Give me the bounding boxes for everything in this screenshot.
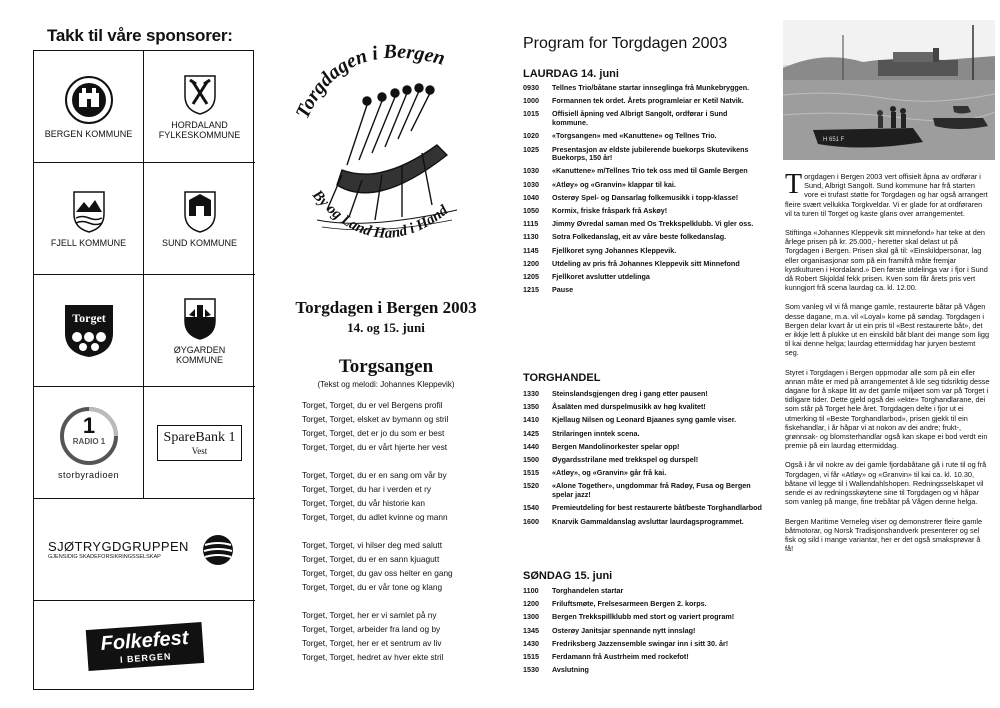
row-text: Premieutdeling for best restaurerte båt/beste Torghandlarbod — [552, 503, 762, 513]
song-panel — [262, 0, 510, 708]
schedule-row — [523, 233, 763, 242]
song-lyrics — [302, 398, 502, 678]
article-paragraph: Som vanleg vil vi få mange gamle, restaurerte båtar på Vågen desse dagane, m.a. vil «Loyal» kome på søndag. Torgdagen i Bergen delar kvart år ut ein pris til «Best restaurerte båt», det er ikkje lett å plukke ut en einskild båt blant dei mange som ligg til kai denne helga; laurdag ettermiddag har juryen bestemt seg. — [785, 302, 990, 358]
row-text: Fjellkoret avslutter utdelinga — [552, 272, 650, 282]
fjell-shield-icon — [72, 190, 106, 234]
lyric-line: Torget, Torget, vi hilser deg med salutt — [302, 540, 443, 550]
row-time: 1515 — [523, 652, 539, 662]
stanza — [302, 608, 502, 664]
schedule-saturday — [523, 84, 763, 299]
schedule-row — [523, 600, 763, 609]
lyric-line: Torget, Torget, du er vårt hjerte her vest — [302, 442, 448, 452]
row-text: Avslutning — [552, 665, 589, 675]
row-time: 1425 — [523, 428, 539, 438]
row-time: 1050 — [523, 206, 539, 216]
schedule-row — [523, 518, 763, 527]
schedule-row — [523, 587, 763, 596]
row-text: «Atløy» og «Granvin» klappar til kai. — [552, 179, 676, 189]
schedule-torghandel — [523, 390, 763, 531]
row-time: 1130 — [523, 232, 539, 242]
schedule-row — [523, 220, 763, 229]
row-text: «Alone Together», ungdommar frå Radøy, Fusa og Bergen spelar jazz! — [552, 481, 751, 500]
schedule-sunday — [523, 587, 763, 679]
torgdagen-logo — [287, 35, 487, 260]
row-text: Kormix, friske fråspark frå Askøy! — [552, 206, 668, 216]
row-time: 1025 — [523, 144, 539, 154]
row-text: Øygardsstrilane med trekkspel og durspel! — [552, 455, 699, 465]
article-paragraph: Stiftinga «Johannes Kleppevik sitt minnefond» har teke at den årlege prisen på kr. 25.000,- heretter skal delast ut på Torgdagen i Bergen. Prisen skal gå til: «Einskildpersonar, lag eller organisasjonar som på ein framifrå måte fremjar kystkulturen i Hordaland.» Den første utdelinga var i fjor i Sund då Robert Skjoldal fekk prisen. Kven som får årets pris vert kunngjort frå scena laurdag ca. kl. 12.00. — [785, 228, 988, 293]
schedule-row — [523, 146, 763, 163]
row-text: Sotra Folkedanslag, eit av våre beste folkedanslag. — [552, 232, 727, 242]
row-time: 1205 — [523, 272, 539, 282]
schedule-row — [523, 167, 763, 176]
folkefest-logo — [85, 622, 203, 671]
hordaland-shield-icon — [183, 74, 217, 116]
schedule-row — [523, 403, 763, 412]
schedule-row — [523, 247, 763, 256]
sponsors-panel — [0, 0, 262, 708]
section-title-sunday: SØNDAG 15. juni — [523, 570, 613, 582]
row-time: 1600 — [523, 516, 539, 526]
schedule-row — [523, 260, 763, 269]
song-title: Torgsangen — [338, 356, 434, 377]
event-dates: 14. og 15. juni — [347, 320, 425, 335]
row-text: Utdeling av pris frå Johannes Kleppevik sitt Minnefond — [552, 258, 740, 268]
row-text: Tellnes Trio/båtane startar innseglinga frå Munkebryggen. — [552, 83, 750, 92]
row-text: «Torgsangen» med «Kanuttene» og Tellnes Trio. — [552, 131, 717, 141]
schedule-row — [523, 390, 763, 399]
lyric-line: Torget, Torget, det er jo du som er best — [302, 428, 445, 438]
row-time: 1200 — [523, 258, 539, 268]
logo-arc-top: Torgdagen i Bergen — [291, 40, 448, 122]
schedule-row — [523, 613, 763, 622]
row-text: Torghandelen startar — [552, 586, 624, 595]
row-text: Presentasjon av eldste jubilerende buekorps Skutevikens Buekorps, 150 år! — [552, 144, 749, 163]
lyric-line: Torget, Torget, du er vår tone og klang — [302, 582, 443, 592]
sponsor-bergen-kommune — [34, 51, 144, 163]
sponsor-label: FJELL KOMMUNE — [50, 237, 127, 248]
lyric-line: Torget, Torget, her er vi samlet på ny — [302, 610, 437, 620]
row-text: Åsaläten med durspelmusikk av høg kvalitet! — [552, 402, 706, 412]
row-time: 1115 — [523, 219, 539, 229]
harbour-photo — [783, 20, 995, 160]
lyric-line: Torget, Torget, her er et sentrum av liv — [302, 638, 442, 648]
row-text: Knarvik Gammaldanslag avsluttar laurdagsprogrammet. — [552, 516, 744, 526]
torget-shield-icon — [63, 303, 115, 359]
folkefest-sub: I BERGEN — [119, 650, 172, 665]
song-credit: (Tekst og melodi: Johannes Kleppevik) — [317, 380, 455, 389]
sjotrygd-sub: GJENSIDIG SKADEFORSIKRINGSSELSKAP — [48, 554, 161, 560]
sponsor-oygarden — [144, 275, 255, 387]
row-time: 1345 — [523, 625, 539, 635]
torget-logo-text: Torget — [71, 310, 106, 325]
schedule-row — [523, 273, 763, 282]
row-text: Bergen Trekkspillklubb med stort og variert program! — [552, 612, 735, 622]
sponsor-grid — [33, 50, 254, 690]
sponsor-sjotrygd — [34, 499, 255, 601]
sponsor-label: ØYGARDEN KOMMUNE — [173, 344, 226, 365]
row-text: Osterøy Spel- og Dansarlag folkemusikk i topp-klasse! — [552, 192, 739, 202]
sponsor-label: HORDALAND FYLKESKOMMUNE — [158, 119, 241, 140]
article-body — [785, 169, 990, 563]
row-text: Kjellaug Nilsen og Leonard Bjaanes syng gamle viser. — [552, 415, 737, 425]
sponsor-fjell — [34, 163, 144, 275]
program-heading: Program for Torgdagen 2003 — [523, 35, 728, 52]
sund-shield-icon — [183, 190, 217, 234]
row-time: 1000 — [523, 96, 539, 106]
row-text: Fredriksberg Jazzensemble swingar inn i sitt 30. år! — [552, 638, 729, 648]
row-time: 1215 — [523, 285, 539, 295]
row-time: 1100 — [523, 586, 539, 595]
schedule-row — [523, 194, 763, 203]
sponsors-title: Takk til våre sponsorer: — [47, 26, 233, 45]
row-time: 1410 — [523, 415, 539, 425]
section-title-saturday: LAURDAG 14. juni — [523, 68, 619, 80]
article-panel — [768, 0, 1000, 708]
row-text: Fjellkoret syng Johannes Kleppevik. — [552, 245, 677, 255]
row-text: Ferdamann frå Austrheim med rockefot! — [552, 652, 689, 662]
row-time: 1330 — [523, 389, 539, 398]
sparebank-sub: Vest — [191, 445, 208, 456]
event-title: Torgdagen i Bergen 2003 — [295, 298, 477, 317]
row-text: «Atløy», og «Granvin» går frå kai. — [552, 468, 667, 478]
row-time: 1440 — [523, 441, 539, 451]
article-paragraph — [785, 169, 990, 218]
lyric-line: Torget, Torget, elsket av bymann og stril — [302, 414, 449, 424]
schedule-row — [523, 666, 763, 675]
schedule-row — [523, 416, 763, 425]
svg-text:1: 1 — [82, 412, 95, 438]
row-text: Strilaringen inntek scena. — [552, 428, 640, 438]
schedule-row — [523, 653, 763, 662]
sponsor-sub-label: storbyradioen — [57, 469, 120, 480]
schedule-row — [523, 443, 763, 452]
schedule-row — [523, 456, 763, 465]
row-time: 1015 — [523, 109, 539, 119]
row-text: Steinslandsgjengen dreg i gang etter pausen! — [552, 389, 708, 398]
dropcap: T — [785, 169, 803, 200]
row-time: 1040 — [523, 192, 539, 202]
paragraph-text: orgdagen i Bergen 2003 vert offisielt åpna av ordførar i Sund, Albrigt Sangolt. Sund kommune har frå starten vore ei trufast støtte for Torgdagen og har også arrangert fleire svært vellukka Torgkveldar. Vi er glade for at ordføraren vil ta turen til Torget og kaste glans over arrangementet. — [785, 172, 988, 218]
bergen-seal-icon — [64, 75, 114, 125]
sponsor-torget — [34, 275, 144, 387]
row-time: 1030 — [523, 179, 539, 189]
row-time: 1200 — [523, 599, 539, 609]
lyric-line: Torget, Torget, du er vel Bergens profil — [302, 400, 443, 410]
lyric-line: Torget, Torget, du har i verden et ry — [302, 484, 431, 494]
section-title-torghandel: TORGHANDEL — [523, 372, 601, 384]
schedule-row — [523, 207, 763, 216]
row-text: «Kanuttene» m/Tellnes Trio tek oss med til Gamle Bergen — [552, 166, 748, 176]
row-text: Bergen Mandolinorkester spelar opp! — [552, 441, 680, 451]
lyric-line: Torget, Torget, hedret av hver ekte stril — [302, 652, 444, 662]
sparebank-logo — [157, 425, 243, 461]
row-time: 1430 — [523, 638, 539, 648]
schedule-row — [523, 286, 763, 295]
radio1-logo-icon — [59, 406, 119, 466]
stanza — [302, 538, 502, 594]
svg-text:Torgdagen i Bergen — [292, 41, 448, 122]
row-time: 0930 — [523, 83, 539, 92]
schedule-row — [523, 469, 763, 478]
row-text: Offisiell åpning ved Albrigt Sangolt, ordførar i Sund kommune. — [552, 109, 728, 128]
oygarden-shield-icon — [183, 297, 217, 341]
row-text: Osterøy Janitsjar spennande nytt innslag! — [552, 625, 696, 635]
radio-label: RADIO 1 — [72, 436, 105, 446]
stanza — [302, 398, 502, 454]
lyric-line: Torget, Torget, du adlet kvinne og mann — [302, 512, 448, 522]
row-time: 1540 — [523, 503, 539, 513]
schedule-row — [523, 97, 763, 106]
boat-number: H 651 F — [823, 137, 845, 143]
schedule-row — [523, 627, 763, 636]
sponsor-hordaland — [144, 51, 255, 163]
sponsor-radio1 — [34, 387, 144, 499]
schedule-row — [523, 181, 763, 190]
row-time: 1020 — [523, 131, 539, 141]
lyric-line: Torget, Torget, du vår historie kan — [302, 498, 425, 508]
schedule-row — [523, 640, 763, 649]
schedule-row — [523, 504, 763, 513]
row-time: 1530 — [523, 665, 539, 675]
folkefest-label: Folkefest — [99, 626, 189, 655]
row-time: 1350 — [523, 402, 539, 412]
row-text: Jimmy Øvredal saman med Os Trekkspelklubb. Vi gler oss. — [552, 219, 754, 229]
sponsor-label: SUND KOMMUNE — [161, 237, 237, 248]
stanza — [302, 468, 502, 524]
lyric-line: Torget, Torget, arbeider fra land og by — [302, 624, 441, 634]
lyric-line: Torget, Torget, du er en sang om vår by — [302, 470, 447, 480]
row-time: 1300 — [523, 612, 539, 622]
sponsor-folkefest — [34, 601, 255, 691]
article-paragraph: Også i år vil nokre av dei gamle fjordabåtane gå i rute til og frå Torgdagen, vi får «Atløy» og «Granvin» til kai ca. kl. 10.30, båtane vil legge til i Wallendahlshopen. Redningsselskapet vil sende ei av redningsskøytene sine til Torgdagen og vi håpar som vanleg på mange, fine trebåtar på Vågen denne helga. — [785, 460, 987, 507]
lyric-line: Torget, Torget, du er en sann kjuagutt — [302, 554, 440, 564]
lyric-line: Torget, Torget, du gav oss helter en gang — [302, 568, 453, 578]
article-paragraph: Styret i Torgdagen i Bergen oppmodar alle som på ein eller annan måte er med på arrangementet å kle seg tidsriktig desse dagane for å skape litt av det gamle miljøet som var på Torget i tidligare tider. Dette gjeld også dei «ekte» Torghandlarane, dei som står på Torget hele året. Torgdagen delte i fjor ut ei utmerking til «Beste Torghandlarbod», prisen gjekk til ein fiskehandlar, i år håpar vi at nokon av dei andre; frukt-, grønnsak- og blomsterhandlar også kan skape ei bod verdt ein premie på ein laurdag ettermiddag. — [785, 367, 990, 451]
schedule-row — [523, 84, 763, 93]
row-time: 1030 — [523, 166, 539, 176]
row-time: 1145 — [523, 245, 539, 255]
article-paragraph: Bergen Maritime Verneleg viser og demonstrerer fleire gamle båtmotorar, og Norsk Tradisjonshandverk presenterer og sel fisk og sild i mange variantar, her er det også smaksprøvar å få! — [785, 516, 983, 554]
sjotrygd-globe-icon — [201, 533, 235, 567]
sponsor-sund — [144, 163, 255, 275]
sparebank-label: SpareBank 1 — [163, 429, 236, 445]
sponsor-label: BERGEN KOMMUNE — [44, 128, 133, 139]
row-time: 1515 — [523, 468, 539, 478]
sjotrygd-label: SJØTRYGDGRUPPEN — [48, 539, 189, 554]
sponsor-sparebank — [144, 387, 255, 499]
schedule-row — [523, 132, 763, 141]
row-text: Friluftsmøte, Frelsesarmeen Bergen 2. korps. — [552, 599, 707, 609]
program-panel — [510, 0, 768, 708]
row-time: 1500 — [523, 455, 539, 465]
schedule-row — [523, 482, 763, 499]
schedule-row — [523, 110, 763, 127]
row-text: Pause — [552, 285, 574, 295]
row-time: 1520 — [523, 481, 539, 491]
logo-arc-bottom: By og Land Hand i Hand — [309, 187, 452, 242]
row-text: Formannen tek ordet. Årets programleiar er Ketil Natvik. — [552, 96, 744, 106]
schedule-row — [523, 430, 763, 439]
